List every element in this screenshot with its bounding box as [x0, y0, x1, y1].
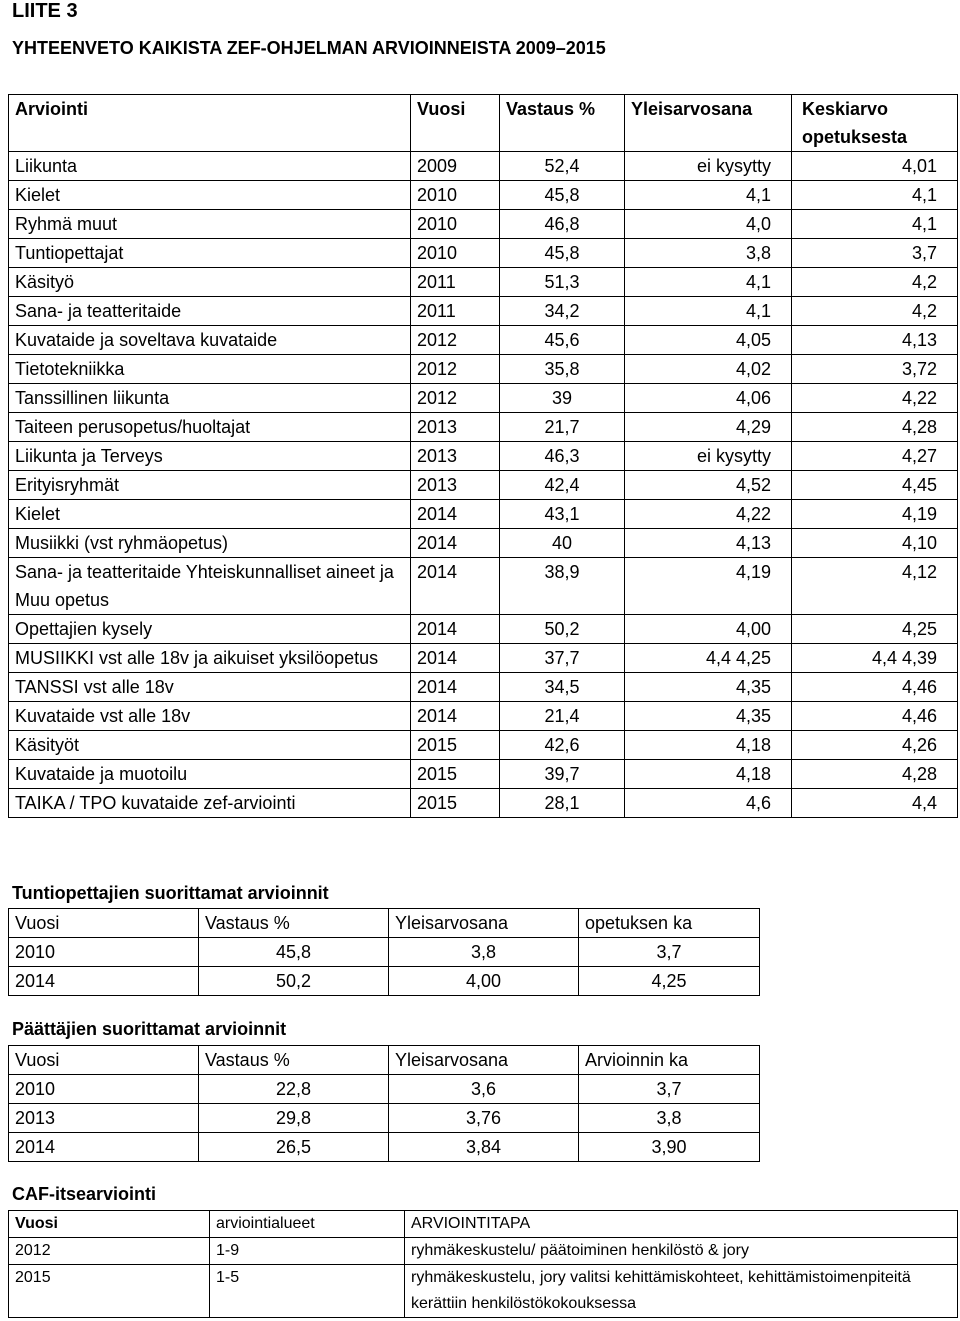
tunti-section-title: Tuntiopettajien suorittamat arvioinnit	[12, 883, 329, 903]
table-cell: 2013	[411, 442, 500, 471]
table-cell: 3,7	[579, 1075, 760, 1104]
table-cell: 2015	[411, 760, 500, 789]
table-row	[9, 967, 760, 996]
table-cell: 2014	[9, 1133, 199, 1162]
table-cell: Erityisryhmät	[9, 471, 411, 500]
table-cell: 2010	[411, 239, 500, 268]
table-row	[9, 384, 958, 413]
table-cell: 34,2	[500, 297, 625, 326]
col-header: Arvioinnin ka	[579, 1046, 760, 1075]
table-cell: 51,3	[500, 268, 625, 297]
table-cell: 4,02	[625, 355, 792, 384]
table-cell: 4,45	[792, 471, 958, 500]
col-header: Vastaus %	[199, 1046, 389, 1075]
table-cell: Käsityöt	[9, 731, 411, 760]
table-cell: 4,2	[792, 268, 958, 297]
table-cell: 4,28	[792, 413, 958, 442]
table-cell: 2014	[411, 500, 500, 529]
table-cell: 35,8	[500, 355, 625, 384]
table-row	[9, 673, 958, 702]
table-cell: 4,25	[579, 967, 760, 996]
table-cell: 4,00	[625, 615, 792, 644]
table-cell: 2011	[411, 297, 500, 326]
table-cell: 4,22	[792, 384, 958, 413]
table-cell: 1-5	[210, 1265, 405, 1318]
table-cell: 2014	[411, 615, 500, 644]
table-cell: 3,7	[579, 938, 760, 967]
table-cell: Tuntiopettajat	[9, 239, 411, 268]
table-cell: 46,3	[500, 442, 625, 471]
table-cell: ei kysytty	[625, 152, 792, 181]
caf-section-title: CAF-itsearviointi	[12, 1184, 157, 1204]
table-cell: 45,8	[500, 181, 625, 210]
table-cell: 2013	[411, 413, 500, 442]
table-cell: 2014	[411, 702, 500, 731]
tunti-table	[8, 908, 760, 996]
col-header: arviointialueet	[210, 1211, 405, 1238]
table-cell: Opettajien kysely	[9, 615, 411, 644]
col-header: Vuosi	[9, 909, 199, 938]
table-cell: 4,25	[792, 615, 958, 644]
table-cell: 4,28	[792, 760, 958, 789]
caf-table	[8, 1210, 958, 1318]
table-cell: 28,1	[500, 789, 625, 818]
table-cell: 4,12	[792, 558, 958, 615]
table-cell: 4,26	[792, 731, 958, 760]
table-cell: 3,7	[792, 239, 958, 268]
table-row	[9, 1104, 760, 1133]
table-cell: 50,2	[500, 615, 625, 644]
table-cell: 4,4 4,25	[625, 644, 792, 673]
table-cell: Käsityö	[9, 268, 411, 297]
table-cell: Sana- ja teatteritaide Yhteiskunnalliset aineet ja Muu opetus	[9, 558, 411, 615]
col-header-yleisarvosana: Yleisarvosana	[625, 95, 792, 152]
table-cell: 4,1	[625, 297, 792, 326]
table-row	[9, 760, 958, 789]
table-cell: 2014	[9, 967, 199, 996]
table-cell: 22,8	[199, 1075, 389, 1104]
table-cell: 34,5	[500, 673, 625, 702]
table-row	[9, 1133, 760, 1162]
table-cell: 2009	[411, 152, 500, 181]
table-cell: 4,35	[625, 673, 792, 702]
table-cell: Liikunta	[9, 152, 411, 181]
table-row	[9, 355, 958, 384]
table-cell: 21,4	[500, 702, 625, 731]
paat-section-title: Päättäjien suorittamat arvioinnit	[12, 1019, 287, 1039]
table-cell: 2012	[9, 1238, 210, 1265]
table-cell: 4,18	[625, 760, 792, 789]
table-cell: 3,8	[389, 938, 579, 967]
table-row	[9, 210, 958, 239]
table-row	[9, 442, 958, 471]
table-cell: 1-9	[210, 1238, 405, 1265]
table-cell: 4,18	[625, 731, 792, 760]
table-row	[9, 938, 760, 967]
table-cell: Kuvataide vst alle 18v	[9, 702, 411, 731]
col-header: ARVIOINTITAPA	[405, 1211, 958, 1238]
table-cell: 4,1	[792, 181, 958, 210]
table-cell: 52,4	[500, 152, 625, 181]
table-cell: 2011	[411, 268, 500, 297]
table-row	[9, 181, 958, 210]
table-row	[9, 297, 958, 326]
table-row	[9, 1238, 958, 1265]
col-header: Yleisarvosana	[389, 909, 579, 938]
table-cell: 37,7	[500, 644, 625, 673]
table-cell: 2012	[411, 355, 500, 384]
table-cell: 39	[500, 384, 625, 413]
table-cell: 42,6	[500, 731, 625, 760]
table-cell: 2015	[9, 1265, 210, 1318]
table-row	[9, 471, 958, 500]
table-cell: 4,1	[792, 210, 958, 239]
table-cell: 4,13	[792, 326, 958, 355]
table-cell: 3,6	[389, 1075, 579, 1104]
table-cell: 4,19	[792, 500, 958, 529]
col-header-arviointi: Arviointi	[9, 95, 411, 152]
table-cell: 4,46	[792, 673, 958, 702]
table-cell: 43,1	[500, 500, 625, 529]
table-cell: 2013	[9, 1104, 199, 1133]
table-row	[9, 702, 958, 731]
table-cell: Kielet	[9, 181, 411, 210]
table-row	[9, 644, 958, 673]
col-header-vastaus: Vastaus %	[500, 95, 625, 152]
table-cell: 4,35	[625, 702, 792, 731]
table-cell: 3,90	[579, 1133, 760, 1162]
table-cell: ryhmäkeskustelu, jory valitsi kehittämiskohteet, kehittämistoimenpiteitä kerättiin henkilöstökokouksessa	[405, 1265, 958, 1318]
table-cell: 4,46	[792, 702, 958, 731]
table-cell: 4,00	[389, 967, 579, 996]
table-cell: 45,8	[500, 239, 625, 268]
table-cell: 4,27	[792, 442, 958, 471]
table-row	[9, 558, 958, 615]
table-cell: 3,76	[389, 1104, 579, 1133]
table-cell: 2010	[9, 1075, 199, 1104]
table-cell: 2014	[411, 558, 500, 615]
table-cell: Tietotekniikka	[9, 355, 411, 384]
table-row	[9, 789, 958, 818]
table-header-row	[9, 1046, 760, 1075]
table-row	[9, 268, 958, 297]
table-cell: 40	[500, 529, 625, 558]
appendix-label: LIITE 3	[12, 0, 78, 22]
table-cell: 4,01	[792, 152, 958, 181]
table-cell: 2010	[9, 938, 199, 967]
table-cell: Taiteen perusopetus/huoltajat	[9, 413, 411, 442]
table-cell: 4,2	[792, 297, 958, 326]
main-evaluation-table	[8, 94, 958, 818]
table-cell: 29,8	[199, 1104, 389, 1133]
table-cell: 3,72	[792, 355, 958, 384]
table-cell: 2014	[411, 529, 500, 558]
table-cell: 2010	[411, 210, 500, 239]
table-row	[9, 500, 958, 529]
table-row	[9, 326, 958, 355]
table-header-row	[9, 95, 958, 152]
table-cell: 2010	[411, 181, 500, 210]
table-cell: Kuvataide ja soveltava kuvataide	[9, 326, 411, 355]
table-cell: Kielet	[9, 500, 411, 529]
table-header-row	[9, 909, 760, 938]
col-header-vuosi: Vuosi	[411, 95, 500, 152]
table-cell: Ryhmä muut	[9, 210, 411, 239]
table-cell: 4,05	[625, 326, 792, 355]
col-header-keskiarvo: Keskiarvo opetuksesta	[792, 95, 958, 152]
table-cell: ryhmäkeskustelu/ päätoiminen henkilöstö & jory	[405, 1238, 958, 1265]
table-cell: TAIKA / TPO kuvataide zef-arviointi	[9, 789, 411, 818]
table-cell: ei kysytty	[625, 442, 792, 471]
table-cell: 2012	[411, 326, 500, 355]
table-cell: 45,6	[500, 326, 625, 355]
table-cell: 46,8	[500, 210, 625, 239]
table-cell: 4,06	[625, 384, 792, 413]
col-header: Vastaus %	[199, 909, 389, 938]
table-cell: 4,1	[625, 181, 792, 210]
table-cell: 2015	[411, 731, 500, 760]
table-cell: Kuvataide ja muotoilu	[9, 760, 411, 789]
table-header-row	[9, 1211, 958, 1238]
table-row	[9, 152, 958, 181]
table-cell: Tanssillinen liikunta	[9, 384, 411, 413]
table-cell: 4,52	[625, 471, 792, 500]
table-cell: 4,13	[625, 529, 792, 558]
table-cell: 21,7	[500, 413, 625, 442]
table-cell: 50,2	[199, 967, 389, 996]
table-cell: 4,0	[625, 210, 792, 239]
table-cell: 3,8	[625, 239, 792, 268]
table-cell: TANSSI vst alle 18v	[9, 673, 411, 702]
table-cell: 4,4 4,39	[792, 644, 958, 673]
table-cell: Liikunta ja Terveys	[9, 442, 411, 471]
table-cell: 4,29	[625, 413, 792, 442]
table-cell: 3,84	[389, 1133, 579, 1162]
table-row	[9, 239, 958, 268]
col-header: Vuosi	[9, 1046, 199, 1075]
col-header: Yleisarvosana	[389, 1046, 579, 1075]
table-cell: MUSIIKKI vst alle 18v ja aikuiset yksilöopetus	[9, 644, 411, 673]
table-cell: 45,8	[199, 938, 389, 967]
table-cell: 4,4	[792, 789, 958, 818]
col-header: Vuosi	[9, 1211, 210, 1238]
table-cell: 2014	[411, 673, 500, 702]
paat-table	[8, 1045, 760, 1162]
table-cell: 2015	[411, 789, 500, 818]
table-cell: 2014	[411, 644, 500, 673]
table-row	[9, 1265, 958, 1318]
table-row	[9, 413, 958, 442]
table-cell: 2012	[411, 384, 500, 413]
table-cell: 4,6	[625, 789, 792, 818]
table-row	[9, 615, 958, 644]
col-header: opetuksen ka	[579, 909, 760, 938]
table-cell: 39,7	[500, 760, 625, 789]
table-row	[9, 529, 958, 558]
table-cell: 2013	[411, 471, 500, 500]
table-cell: 4,19	[625, 558, 792, 615]
table-cell: Sana- ja teatteritaide	[9, 297, 411, 326]
table-cell: 4,1	[625, 268, 792, 297]
table-cell: Musiikki (vst ryhmäopetus)	[9, 529, 411, 558]
page-title: YHTEENVETO KAIKISTA ZEF-OHJELMAN ARVIOINNEISTA 2009–2015	[12, 38, 606, 58]
table-cell: 38,9	[500, 558, 625, 615]
table-cell: 4,22	[625, 500, 792, 529]
table-cell: 3,8	[579, 1104, 760, 1133]
table-cell: 4,10	[792, 529, 958, 558]
table-cell: 26,5	[199, 1133, 389, 1162]
table-row	[9, 1075, 760, 1104]
table-row	[9, 731, 958, 760]
table-cell: 42,4	[500, 471, 625, 500]
